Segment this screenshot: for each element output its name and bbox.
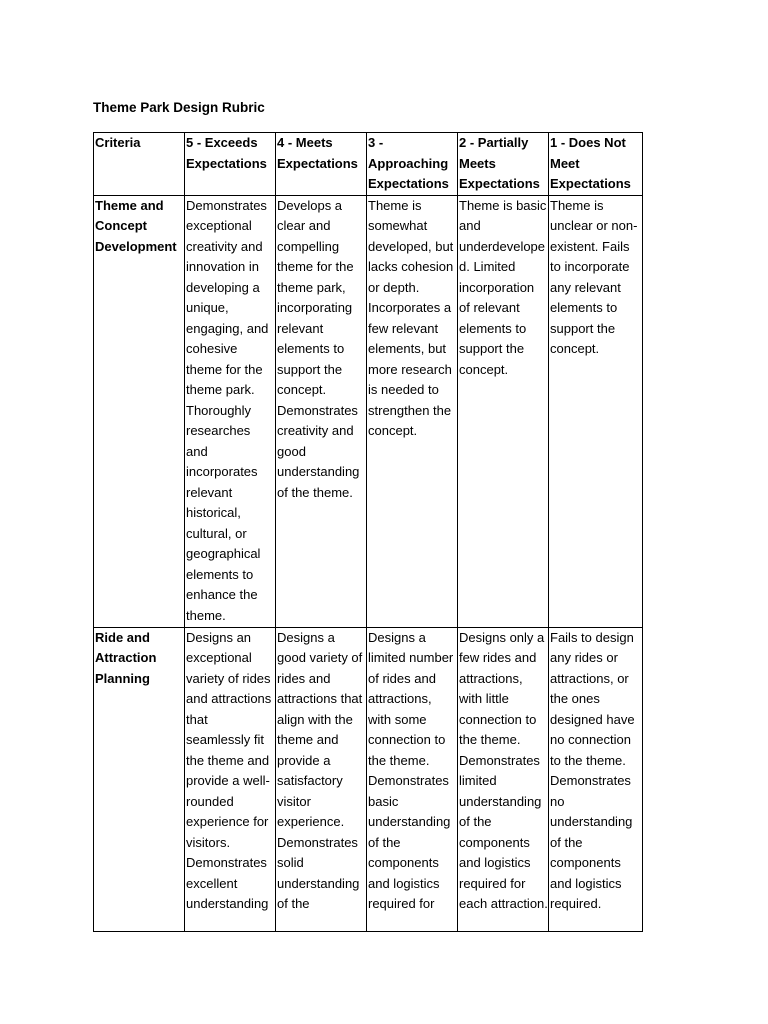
- header-level-4: 4 - Meets Expectations: [276, 133, 367, 196]
- header-level-3: 3 - Approaching Expectations: [367, 133, 458, 196]
- table-cell: Theme is somewhat developed, but lacks cohesion or depth. Incorporates a few relevant elements, but more research is needed to strengthen the concept.: [367, 195, 458, 627]
- table-cell: Demonstrates exceptional creativity and innovation in developing a unique, engaging, and cohesive theme for the theme park. Thoroughly researches and incorporates relevant historical, cultural, or geographical elements to enhance the theme.: [185, 195, 276, 627]
- header-level-5: 5 - Exceeds Expectations: [185, 133, 276, 196]
- table-cell: Designs only a few rides and attractions, with little connection to the theme. Demonstrates limited understanding of the components and logistics required for each attraction.: [458, 627, 549, 931]
- table-cell: Theme is unclear or non-existent. Fails to incorporate any relevant elements to support the concept.: [549, 195, 643, 627]
- rubric-table: [93, 132, 643, 932]
- table-header-row: [94, 133, 643, 196]
- table-cell: Designs an exceptional variety of rides and attractions that seamlessly fit the theme and provide a well-rounded experience for visitors. Demonstrates excellent understanding: [185, 627, 276, 931]
- table-cell: Designs a good variety of rides and attractions that align with the theme and provide a satisfactory visitor experience. Demonstrates solid understanding of the: [276, 627, 367, 931]
- table-row: [94, 627, 643, 931]
- header-level-1: 1 - Does Not Meet Expectations: [549, 133, 643, 196]
- table-cell: Theme is basic and underdeveloped. Limited incorporation of relevant elements to support the concept.: [458, 195, 549, 627]
- header-criteria: Criteria: [94, 133, 185, 196]
- document-title: Theme Park Design Rubric: [93, 100, 265, 115]
- table-cell: Designs a limited number of rides and attractions, with some connection to the theme. Demonstrates basic understanding of the components and logistics required for: [367, 627, 458, 931]
- table-row: [94, 195, 643, 627]
- header-level-2: 2 - Partially Meets Expectations: [458, 133, 549, 196]
- criteria-cell: Theme and Concept Development: [94, 195, 185, 627]
- table-cell: Develops a clear and compelling theme for the theme park, incorporating relevant elements to support the concept. Demonstrates creativity and good understanding of the theme.: [276, 195, 367, 627]
- criteria-cell: Ride and Attraction Planning: [94, 627, 185, 931]
- table-cell: Fails to design any rides or attractions, or the ones designed have no connection to the theme. Demonstrates no understanding of the components and logistics required.: [549, 627, 643, 931]
